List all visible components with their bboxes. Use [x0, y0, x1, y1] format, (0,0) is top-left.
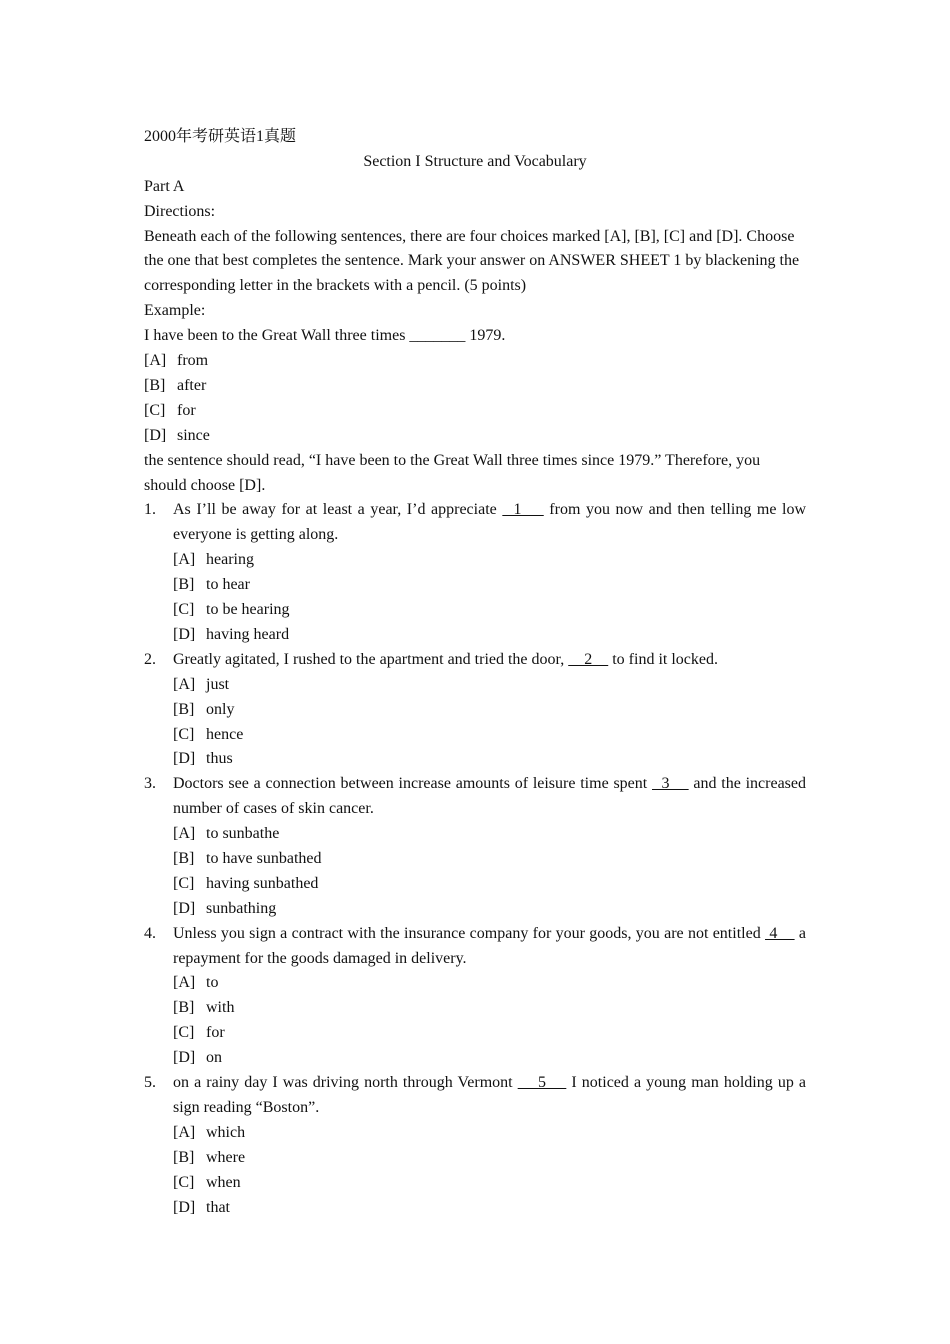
question-stem — [173, 922, 806, 972]
stem-before: Unless you sign a contract with the insurance company for your goods, you are not entitled — [173, 924, 766, 942]
option-letter: [B] — [173, 999, 195, 1017]
answer-blank: 4 — [765, 924, 795, 942]
example-stem — [144, 324, 806, 349]
question-number: 3. — [144, 775, 156, 793]
question-4 — [144, 922, 806, 1071]
example-option — [144, 374, 806, 399]
option-letter: [C] — [173, 725, 195, 743]
option-letter: [B] — [173, 1148, 195, 1166]
option-text: for — [177, 401, 196, 419]
question-stem — [173, 648, 806, 673]
question-stem — [173, 498, 806, 548]
option-letter: [B] — [144, 376, 166, 394]
document-page — [144, 125, 806, 1220]
option-letter: [D] — [173, 899, 196, 917]
directions-text: Beneath each of the following sentences, there are four choices marked [A], [B], [C] and [D]. Choose the one that best completes the sentence. Mark your answer on ANSWER SHEET 1 by blackening the corresponding letter in the brackets with a pencil. (5 points) — [144, 227, 800, 295]
option-text: after — [177, 376, 207, 394]
stem-after: and the increased number of cases of skin cancer. — [173, 775, 807, 818]
option-text: from — [177, 352, 209, 370]
stem-after: from you now and then telling me low everyone is getting along. — [173, 501, 807, 544]
option-letter: [A] — [173, 675, 196, 693]
question-option — [173, 872, 806, 897]
option-text: on — [206, 1049, 222, 1067]
example-options — [144, 349, 806, 449]
question-options — [173, 822, 806, 922]
option-letter: [A] — [173, 825, 196, 843]
answer-blank: 2 — [568, 650, 609, 668]
stem-after: I noticed a young man holding up a sign reading “Boston”. — [173, 1074, 807, 1116]
example-explanation: the sentence should read, “I have been to the Great Wall three times since 1979.” Therefore, you should choose [D]. — [144, 451, 761, 494]
option-letter: [C] — [173, 874, 195, 892]
option-text: sunbathing — [206, 899, 277, 917]
question-option — [173, 1046, 806, 1071]
option-text: which — [206, 1123, 246, 1141]
option-letter: [A] — [173, 974, 196, 992]
question-stem — [173, 772, 806, 822]
option-letter: [D] — [144, 426, 167, 444]
option-text: for — [206, 1024, 225, 1042]
stem-before: Greatly agitated, I rushed to the apartment and tried the door, — [173, 650, 569, 668]
question-number: 2. — [144, 650, 156, 668]
question-2 — [144, 648, 806, 772]
option-letter: [C] — [173, 1024, 195, 1042]
question-option — [173, 623, 806, 648]
option-text: to have sunbathed — [206, 849, 322, 867]
stem-before: Doctors see a connection between increase amounts of leisure time spent — [173, 775, 652, 793]
example-stem-before: I have been to the Great Wall three times — [144, 327, 410, 345]
question-option — [173, 1196, 806, 1221]
option-letter: [A] — [173, 1123, 196, 1141]
option-text: hearing — [206, 551, 254, 569]
question-number: 1. — [144, 501, 156, 519]
stem-before: As I’ll be away for at least a year, I’d appreciate — [173, 501, 503, 519]
question-option — [173, 548, 806, 573]
question-option — [173, 1171, 806, 1196]
question-option — [173, 698, 806, 723]
option-text: having heard — [206, 625, 290, 643]
stem-after: a repayment for the goods damaged in delivery. — [173, 924, 807, 967]
stem-after: to find it locked. — [608, 650, 718, 668]
option-letter: [C] — [173, 1173, 195, 1191]
option-text: to — [206, 974, 219, 992]
question-option — [173, 673, 806, 698]
option-letter: [B] — [173, 576, 195, 594]
question-3 — [144, 772, 806, 921]
option-text: hence — [206, 725, 244, 743]
stem-before: on a rainy day I was driving north through Vermont — [173, 1074, 518, 1092]
question-option — [173, 971, 806, 996]
option-letter: [D] — [173, 1198, 196, 1216]
question-options — [173, 548, 806, 648]
option-text: to hear — [206, 576, 250, 594]
option-text: since — [177, 426, 210, 444]
option-letter: [D] — [173, 750, 196, 768]
option-text: to be hearing — [206, 601, 290, 619]
question-option — [173, 1146, 806, 1171]
question-option — [173, 822, 806, 847]
question-option — [173, 1021, 806, 1046]
example-blank: _______ — [409, 327, 466, 345]
question-option — [173, 598, 806, 623]
option-letter: [C] — [144, 401, 166, 419]
answer-blank: 3 — [652, 775, 689, 793]
option-text: that — [206, 1198, 230, 1216]
question-number: 4. — [144, 924, 156, 942]
option-text: where — [206, 1148, 246, 1166]
example-option — [144, 424, 806, 449]
option-text: thus — [206, 750, 233, 768]
question-1 — [144, 498, 806, 647]
option-letter: [D] — [173, 625, 196, 643]
doc-title: 2000年考研英语1真题 — [144, 128, 297, 145]
answer-blank: 1 — [502, 501, 544, 519]
question-5 — [144, 1071, 806, 1220]
option-text: to sunbathe — [206, 825, 280, 843]
question-option — [173, 723, 806, 748]
question-options — [173, 971, 806, 1071]
question-options — [173, 1121, 806, 1221]
example-option — [144, 349, 806, 374]
answer-blank: 5 — [517, 1074, 567, 1092]
option-letter: [D] — [173, 1049, 196, 1067]
option-letter: [B] — [173, 849, 195, 867]
directions-label: Directions: — [144, 202, 216, 220]
question-option — [173, 897, 806, 922]
question-number: 5. — [144, 1074, 156, 1092]
option-letter: [B] — [173, 700, 195, 718]
option-text: just — [206, 675, 230, 693]
section-title: Section I Structure and Vocabulary — [363, 152, 587, 170]
option-text: with — [206, 999, 235, 1017]
question-option — [173, 573, 806, 598]
question-option — [173, 847, 806, 872]
question-option — [173, 1121, 806, 1146]
example-label: Example: — [144, 302, 206, 320]
option-text: only — [206, 700, 235, 718]
option-text: having sunbathed — [206, 874, 319, 892]
question-stem — [173, 1071, 806, 1121]
part-label: Part A — [144, 177, 185, 195]
question-option — [173, 747, 806, 772]
example-option — [144, 399, 806, 424]
option-letter: [C] — [173, 601, 195, 619]
option-text: when — [206, 1173, 241, 1191]
option-letter: [A] — [173, 551, 196, 569]
question-option — [173, 996, 806, 1021]
question-options — [173, 673, 806, 773]
option-letter: [A] — [144, 352, 167, 370]
example-stem-after: 1979. — [465, 327, 506, 345]
